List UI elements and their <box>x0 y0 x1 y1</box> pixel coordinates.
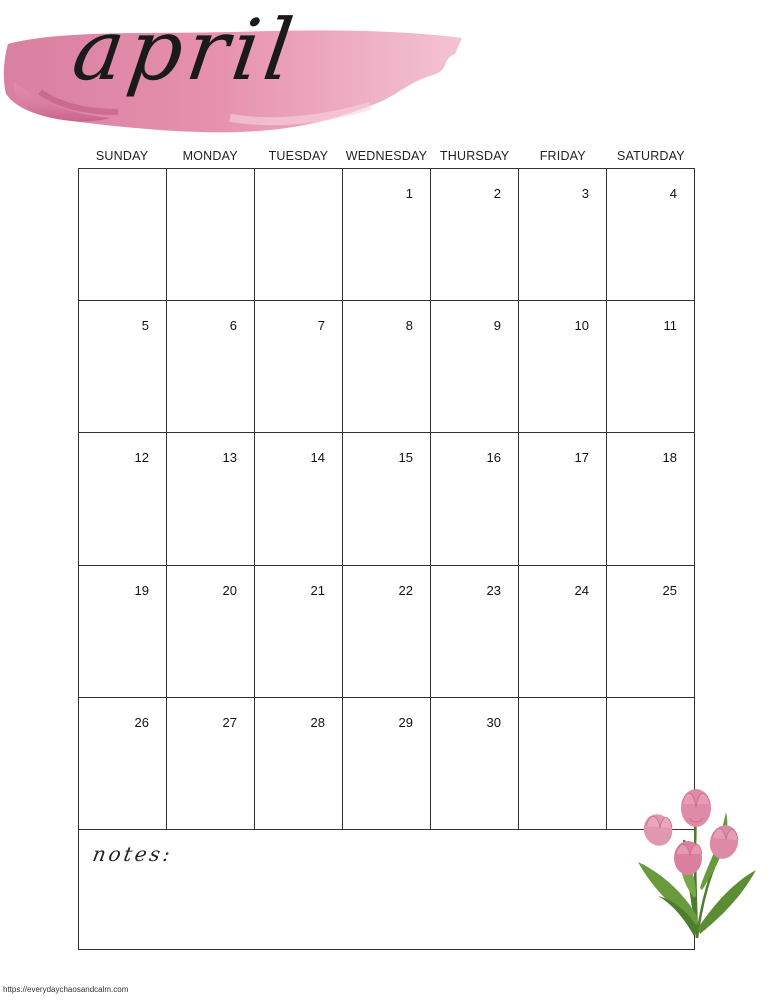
day-number: 23 <box>486 582 501 598</box>
day-cell <box>343 433 431 565</box>
day-number: 29 <box>398 714 413 730</box>
day-cell <box>255 433 343 565</box>
weekday-label: MONDAY <box>182 149 238 163</box>
day-cell <box>607 301 695 433</box>
weekday-label: SATURDAY <box>617 149 685 163</box>
day-cell <box>79 433 167 565</box>
day-number: 27 <box>222 714 237 730</box>
day-cell <box>79 301 167 433</box>
day-cell <box>255 566 343 698</box>
footer-url: https://everydaychaosandcalm.com <box>3 985 129 994</box>
day-cell <box>343 698 431 830</box>
day-cell <box>431 698 519 830</box>
day-number: 19 <box>134 582 149 598</box>
day-cell <box>431 433 519 565</box>
day-number: 24 <box>574 582 589 598</box>
day-number: 25 <box>662 582 677 598</box>
day-number: 5 <box>141 318 149 334</box>
day-number: 15 <box>398 450 413 466</box>
weekday-label: WEDNESDAY <box>345 149 428 163</box>
day-cell <box>167 301 255 433</box>
weekday-label: THURSDAY <box>439 149 510 163</box>
day-number: 9 <box>493 318 501 334</box>
day-cell <box>519 566 607 698</box>
day-cell <box>343 566 431 698</box>
day-number: 16 <box>486 450 501 466</box>
day-number: 18 <box>662 450 677 466</box>
day-cell <box>79 698 167 830</box>
day-number: 21 <box>310 582 325 598</box>
day-cell <box>343 169 431 301</box>
day-number: 10 <box>574 318 589 334</box>
day-cell <box>79 169 167 301</box>
day-number: 7 <box>317 318 325 334</box>
day-number: 2 <box>493 186 501 201</box>
weekday-label: FRIDAY <box>539 149 586 163</box>
notes-label: notes: <box>90 842 175 866</box>
day-number: 28 <box>310 714 325 730</box>
month-title: april <box>67 1 304 99</box>
day-cell <box>431 169 519 301</box>
day-cell <box>607 169 695 301</box>
weekday-label: SUNDAY <box>95 149 149 163</box>
day-cell <box>431 301 519 433</box>
day-number: 13 <box>222 450 237 466</box>
day-cell <box>167 169 255 301</box>
day-number: 14 <box>310 450 325 466</box>
day-cell <box>167 698 255 830</box>
weekday-header-row <box>78 149 695 169</box>
day-number: 22 <box>398 582 413 598</box>
day-cell <box>255 301 343 433</box>
day-number: 12 <box>134 450 149 466</box>
day-number: 17 <box>574 450 589 466</box>
calendar-grid <box>78 168 695 830</box>
day-number: 20 <box>222 582 237 598</box>
day-cell <box>607 566 695 698</box>
day-cell <box>431 566 519 698</box>
day-cell <box>519 433 607 565</box>
day-cell <box>167 566 255 698</box>
day-number: 11 <box>663 318 677 334</box>
day-number: 26 <box>134 714 149 730</box>
tulip-bouquet-icon <box>634 778 760 944</box>
day-cell <box>519 698 607 830</box>
day-number: 3 <box>581 186 589 201</box>
day-cell <box>343 301 431 433</box>
day-number: 1 <box>405 186 413 201</box>
day-cell <box>255 698 343 830</box>
day-cell <box>607 433 695 565</box>
day-cell <box>167 433 255 565</box>
day-cell <box>79 566 167 698</box>
day-number: 30 <box>486 714 501 730</box>
day-cell <box>255 169 343 301</box>
weekday-label: TUESDAY <box>268 149 329 163</box>
notes-area <box>78 830 695 950</box>
day-cell <box>519 301 607 433</box>
day-number: 4 <box>669 186 677 201</box>
day-number: 6 <box>229 318 237 334</box>
day-cell <box>519 169 607 301</box>
day-number: 8 <box>405 318 413 334</box>
